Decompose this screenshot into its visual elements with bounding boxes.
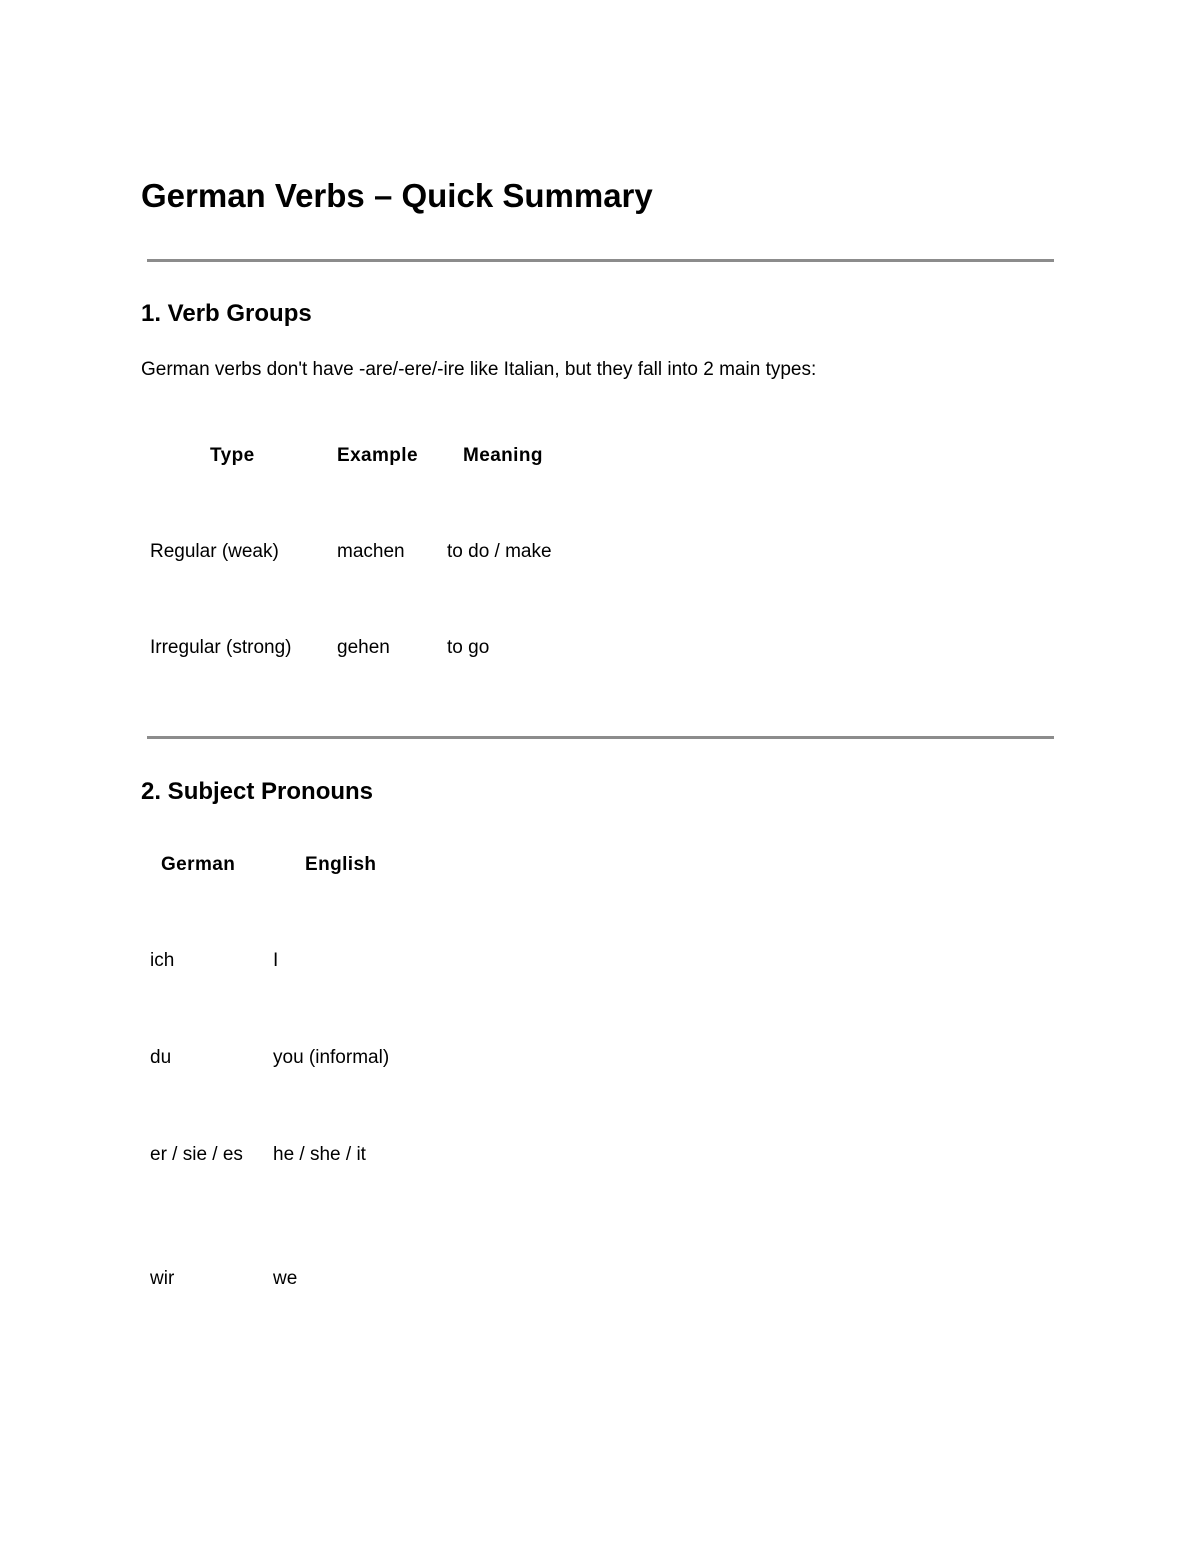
column-header-german: German <box>161 854 236 875</box>
table-cell-english: I <box>273 950 279 971</box>
table-cell-english: you (informal) <box>273 1047 390 1068</box>
verb-groups-intro: German verbs don't have -are/-ere/-ire like Italian, but they fall into 2 main types: <box>141 359 817 380</box>
table-cell-example: gehen <box>337 637 390 658</box>
column-header-english: English <box>305 854 377 875</box>
table-cell-example: machen <box>337 541 405 562</box>
table-cell-english: we <box>273 1268 298 1289</box>
table-cell-meaning: to do / make <box>447 541 552 562</box>
column-header-example: Example <box>337 445 418 466</box>
table-cell-german: wir <box>150 1268 175 1289</box>
column-header-type: Type <box>210 445 255 466</box>
table-cell-german: er / sie / es <box>150 1144 243 1165</box>
section-heading-subject-pronouns: 2. Subject Pronouns <box>141 778 374 805</box>
section-divider <box>147 259 1054 262</box>
table-cell-german: ich <box>150 950 175 971</box>
table-cell-german: du <box>150 1047 172 1068</box>
column-header-meaning: Meaning <box>463 445 543 466</box>
section-divider <box>147 736 1054 739</box>
table-cell-type: Irregular (strong) <box>150 637 292 658</box>
table-cell-type: Regular (weak) <box>150 541 279 562</box>
table-cell-english: he / she / it <box>273 1144 366 1165</box>
page-title: German Verbs – Quick Summary <box>141 177 653 214</box>
section-heading-verb-groups: 1. Verb Groups <box>141 300 312 327</box>
table-cell-meaning: to go <box>447 637 490 658</box>
